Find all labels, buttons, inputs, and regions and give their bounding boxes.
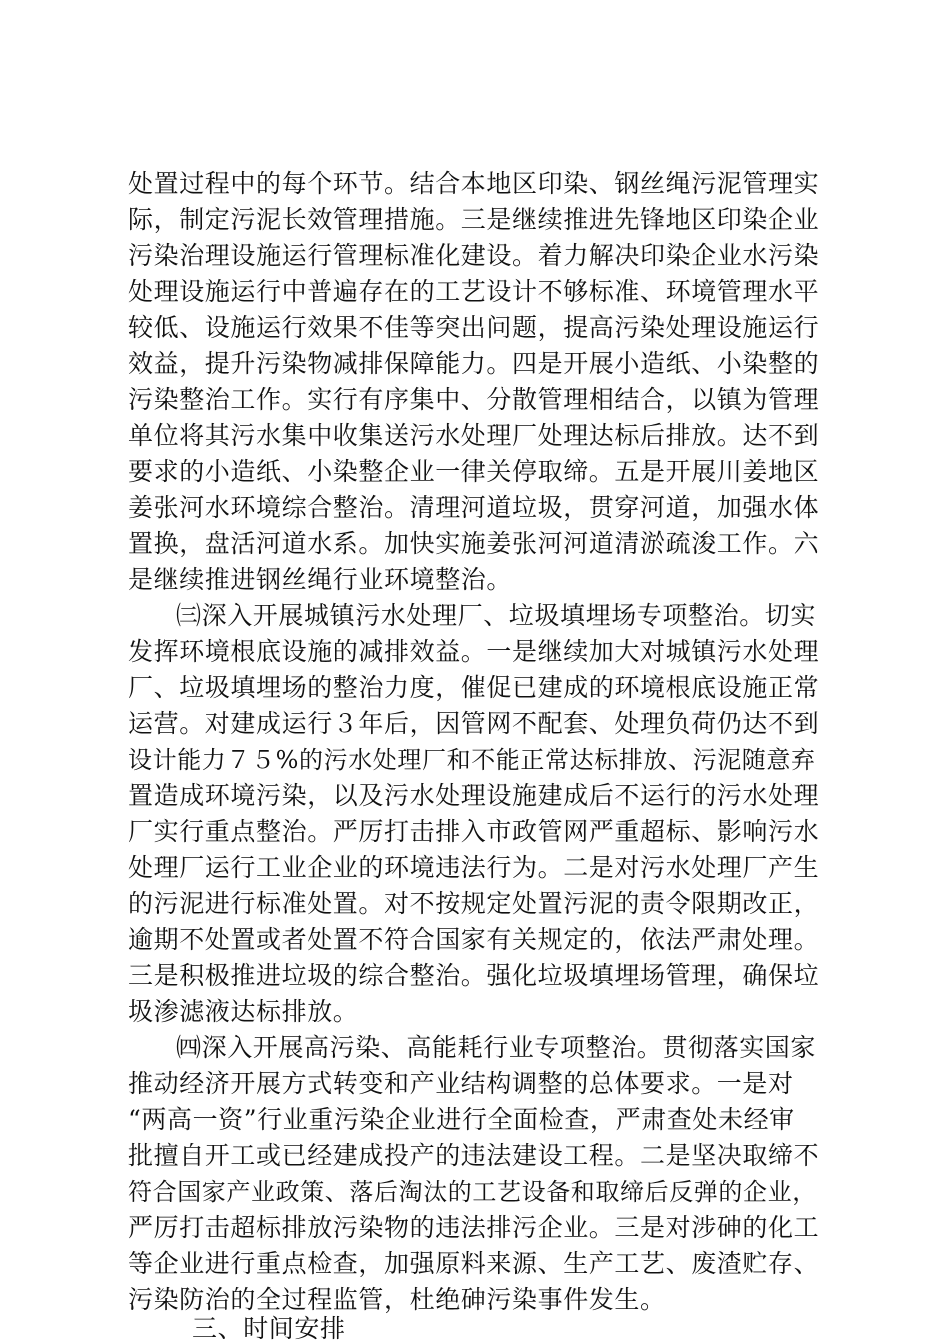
section-heading-time-schedule: 三、时间安排	[192, 1315, 346, 1343]
text-line: “两高一资”行业重污染企业进行全面检查，严肃查处未经审	[128, 1105, 795, 1134]
text-line: 三是积极推进垃圾的综合整治。强化垃圾填埋场管理，确保垃	[128, 961, 820, 990]
text-line: 置造成环境污染，以及污水处理设施建成后不运行的污水处理	[128, 781, 820, 810]
text-line: 污染治理设施运行管理标准化建设。着力解决印染企业水污染	[128, 241, 820, 270]
text-line: 置换，盘活河道水系。加快实施姜张河河道清淤疏浚工作。六	[128, 529, 820, 558]
text-line: 处置过程中的每个环节。结合本地区印染、钢丝绳污泥管理实	[128, 169, 820, 198]
text-line: 运营。对建成运行３年后，因管网不配套、处理负荷仍达不到	[128, 709, 820, 738]
text-line: 厂实行重点整治。严厉打击排入市政管网严重超标、影响污水	[128, 817, 820, 846]
text-line: 推动经济开展方式转变和产业结构调整的总体要求。一是对	[128, 1069, 794, 1098]
text-line: 效益，提升污染物减排保障能力。四是开展小造纸、小染整的	[128, 349, 820, 378]
text-line: 设计能力７５%的污水处理厂和不能正常达标排放、污泥随意弃	[128, 746, 816, 774]
text-line: 是继续推进钢丝绳行业环境整治。	[128, 565, 513, 594]
text-line: 等企业进行重点检查，加强原料来源、生产工艺、废渣贮存、	[128, 1249, 820, 1278]
text-line: 符合国家产业政策、落后淘汰的工艺设备和取缔后反弹的企业，	[128, 1178, 817, 1206]
text-line: 要求的小造纸、小染整企业一律关停取缔。五是开展川姜地区	[128, 457, 820, 486]
text-line: 污染整治工作。实行有序集中、分散管理相结合，以镇为管理	[128, 385, 820, 414]
text-line: 处理设施运行中普遍存在的工艺设计不够标准、环境管理水平	[128, 277, 820, 306]
text-line: 单位将其污水集中收集送污水处理厂处理达标后排放。达不到	[128, 421, 820, 450]
text-line: 逾期不处置或者处置不符合国家有关规定的，依法严肃处理。	[128, 925, 820, 954]
text-line: 际，制定污泥长效管理措施。三是继续推进先锋地区印染企业	[128, 205, 820, 234]
text-line: 的污泥进行标准处置。对不按规定处置污泥的责令限期改正，	[128, 889, 820, 918]
text-line: 污染防治的全过程监管，杜绝砷污染事件发生。	[128, 1285, 666, 1314]
text-line: 较低、设施运行效果不佳等突出问题，提高污染处理设施运行	[128, 313, 820, 342]
text-line: 厂、垃圾填埋场的整治力度，催促已建成的环境根底设施正常	[128, 673, 820, 702]
section-heading-3: ㈢深入开展城镇污水处理厂、垃圾填埋场专项整治。切实	[176, 601, 817, 630]
section-heading-4: ㈣深入开展高污染、高能耗行业专项整治。贯彻落实国家	[176, 1033, 817, 1062]
text-line: 批擅自开工或已经建成投产的违法建设工程。二是坚决取缔不	[128, 1141, 820, 1170]
text-line: 姜张河水环境综合整治。清理河道垃圾，贯穿河道，加强水体	[128, 493, 820, 522]
text-line: 严厉打击超标排放污染物的违法排污企业。三是对涉砷的化工	[128, 1213, 820, 1242]
text-line: 处理厂运行工业企业的环境违法行为。二是对污水处理厂产生	[128, 853, 820, 882]
text-line: 发挥环境根底设施的减排效益。一是继续加大对城镇污水处理	[128, 637, 820, 666]
text-line: 圾渗滤液达标排放。	[128, 997, 359, 1026]
